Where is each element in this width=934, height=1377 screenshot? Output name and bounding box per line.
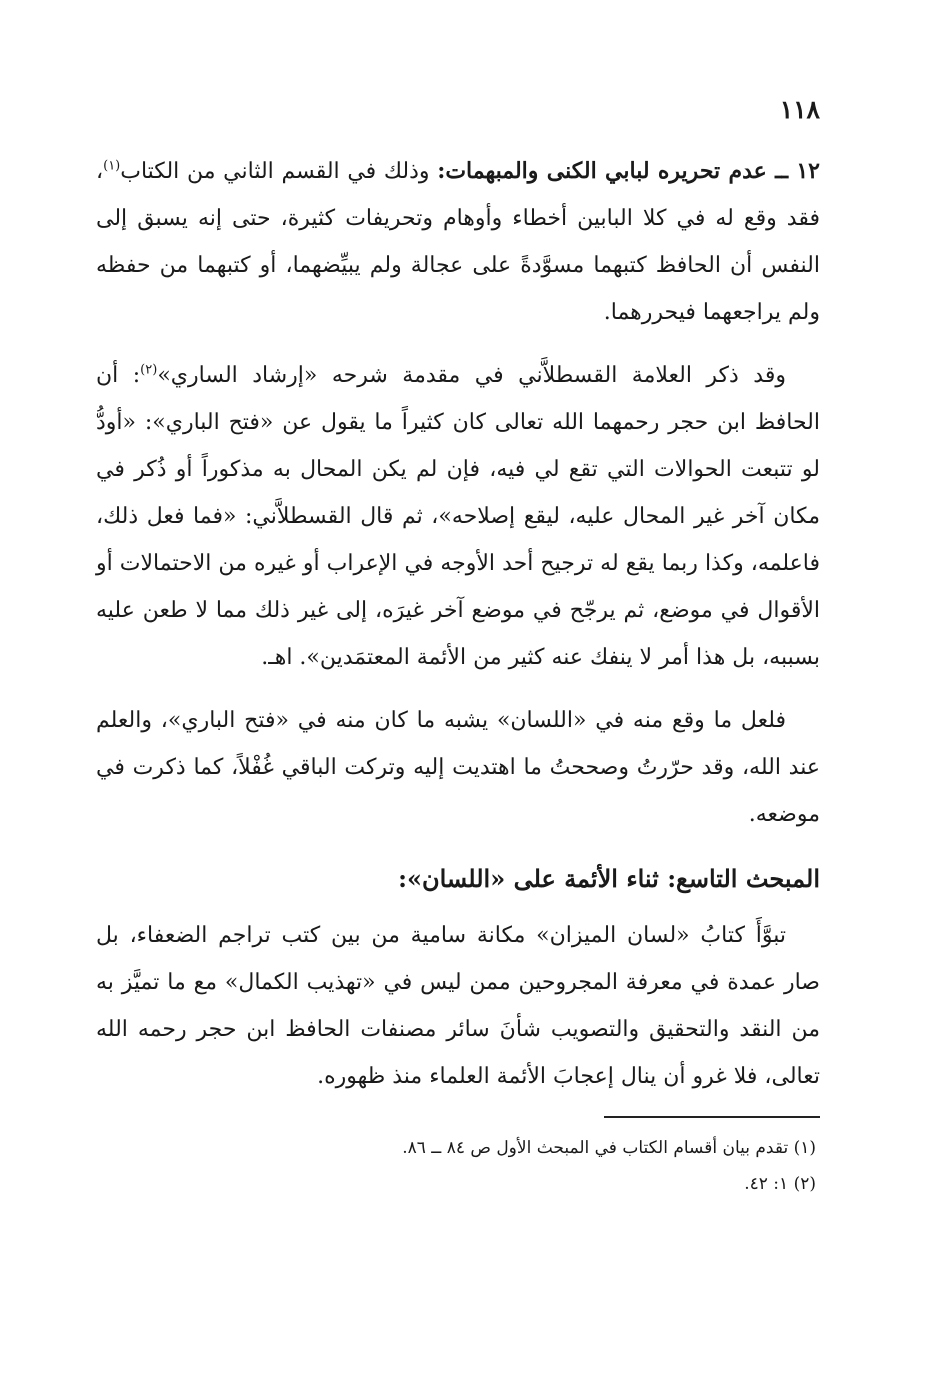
paragraph-text: وذلك في القسم الثاني من الكتاب xyxy=(120,159,438,184)
footnote-marker[interactable]: (١) xyxy=(103,158,121,174)
footnote-divider xyxy=(604,1116,820,1118)
paragraph-qastallani-quote xyxy=(96,352,820,681)
paragraph-text: وقد ذكر العلامة القسطلاَّني في مقدمة شرحه «إرشاد الساري» xyxy=(157,363,786,388)
footnote-1: (١) تقدم بيان أقسام الكتاب في المبحث الأول ص ٨٤ ــ ٨٦. xyxy=(402,1138,816,1158)
paragraph-text: : أن الحافظ ابن حجر رحمهما الله تعالى كان كثيراً ما يقول عن «فتح الباري»: «أودُّ لو تتبعت الحوالات التي تقع لي فيه، فإن لم يكن المحال به مذكوراً أو ذُكر في مكان آخر غير المحال عليه، ليقع إصلاحه»، ثم قال القسطلاَّني: «فما فعل ذلك، فاعلمه، وكذا ربما يقع له ترجيح أحد الأوجه في الإعراب أو غيره من الاحتمالات أو الأقوال في موضع، ثم يرجّح في موضع آخر غيرَه، إلى غير ذلك مما لا طعن عليه بسببه، بل هذا أمر لا ينفك عنه كثير من الأئمة المعتمَدين». اهـ. xyxy=(96,363,820,670)
paragraph-editing-kunya-chapters xyxy=(96,148,820,336)
paragraph-text: ، فقد وقع له في كلا البابين أخطاء وأوهام وتحريفات كثيرة، حتى إنه يسبق إلى النفس أن الحافظ كتبهما مسوَّدةً على عجالة ولم يبيِّضهما، أو كتبهما من حفظه ولم يراجعهما فيحررهما. xyxy=(96,159,820,325)
paragraph-praise: تبوَّأَ كتابُ «لسان الميزان» مكانة سامية من بين كتب تراجم الضعفاء، بل صار عمدة في معرفة المجروحين ممن ليس في «تهذيب الكمال» مع ما تميَّز به من النقد والتحقيق والتصويب شأنَ سائر مصنفات الحافظ ابن حجر رحمه الله تعالى، فلا غرو أن ينال إعجابَ الأئمة العلماء منذ ظهوره. xyxy=(96,923,820,1089)
paragraph-conclusion: فلعل ما وقع منه في «اللسان» يشبه ما كان منه في «فتح الباري»، والعلم عند الله، وقد حرّرتُ وصححتُ ما اهتديت إليه وتركت الباقي غُفْلاً، كما ذكرت في موضعه. xyxy=(96,708,820,827)
numbered-point-heading: ١٢ ــ عدم تحريره لبابي الكنى والمبهمات: xyxy=(437,158,820,184)
footnote-marker[interactable]: (٢) xyxy=(140,362,158,378)
footnote-2: (٢) ١: ٤٢. xyxy=(744,1174,816,1194)
section-heading: المبحث التاسع: ثناء الأئمة على «اللسان»: xyxy=(398,864,820,893)
page-number: ١١٨ xyxy=(779,95,820,124)
book-page xyxy=(96,90,820,1202)
